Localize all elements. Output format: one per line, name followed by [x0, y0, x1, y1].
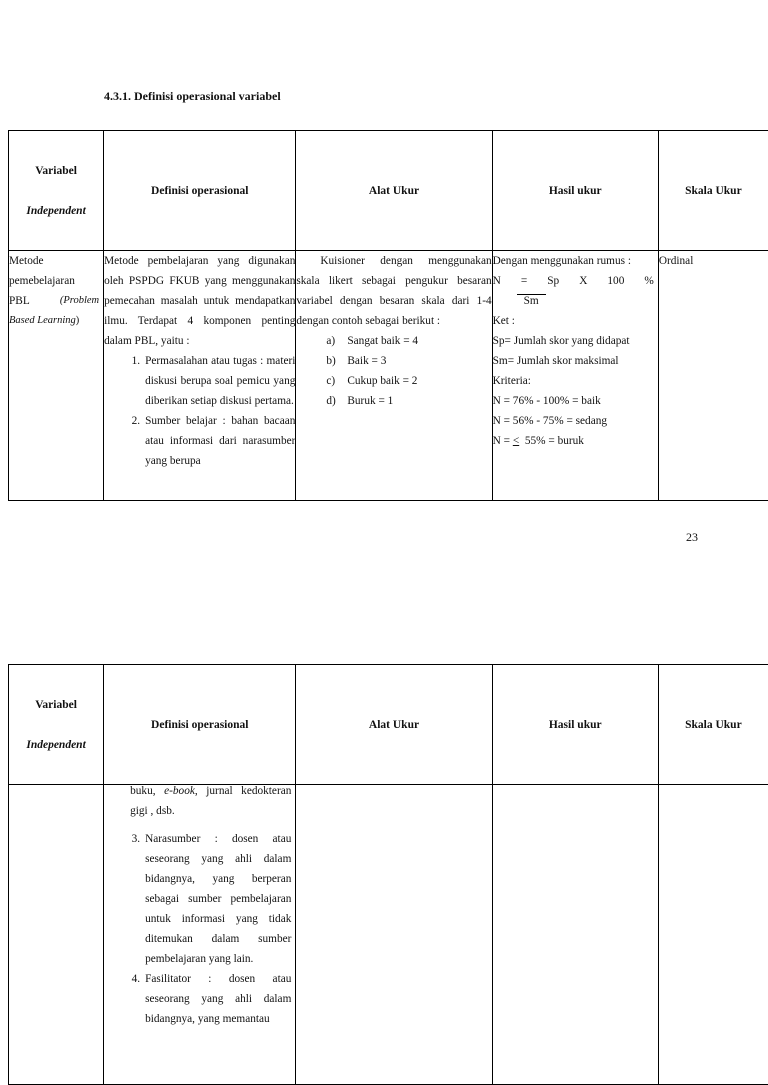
formula-x: X	[579, 271, 587, 291]
hasil-ket: Ket :	[493, 311, 658, 331]
header-variabel	[9, 131, 104, 251]
operational-definition-table	[8, 130, 768, 501]
skala-cell	[658, 785, 768, 1085]
list-item-label: a)	[326, 331, 347, 351]
variabel-cell	[9, 785, 104, 1085]
list-item-text: Permasalahan atau tugas : materi diskusi berupa soal pemicu yang diberikan setiap diskusi pertama.	[145, 351, 295, 411]
list-item	[104, 351, 295, 411]
definisi-continued	[104, 781, 295, 821]
definisi-cell	[104, 251, 296, 501]
formula-eq: =	[521, 271, 527, 291]
list-item-num: 4.	[104, 969, 145, 1029]
list-item-label: d)	[326, 391, 347, 411]
list-item-num: 2.	[104, 411, 145, 471]
variabel-line-3	[9, 291, 99, 311]
list-item-text: Sumber belajar : bahan bacaan atau informasi dari narasumber yang berupa	[145, 411, 295, 471]
header-variabel	[9, 665, 104, 785]
header-alat: Alat Ukur	[296, 131, 492, 251]
formula-100: 100	[607, 271, 624, 291]
hasil-last-symbol: <	[513, 435, 519, 447]
list-item-num: 1.	[104, 351, 145, 411]
list-item-num: 3.	[104, 829, 145, 969]
variabel-paren: (Problem	[60, 291, 99, 311]
formula-sm: Sm	[517, 294, 546, 307]
list-item-text: Narasumber : dosen atau seseorang yang ahli dalam bidangnya, yang berperan sebagai sumber pembelajaran untuk informasi yang tidak ditemukan dalam sumber pembelajaran yang lain.	[145, 829, 291, 969]
hasil-line: N = 76% - 100% = baik	[493, 391, 658, 411]
definisi-intro: Metode pembelajaran yang digunakan oleh PSPDG FKUB yang menggunakan pemecahan masalah untuk mendapatkan ilmu. Terdapat 4 komponen penting dalam PBL, yaitu :	[104, 251, 295, 351]
header-variabel-label: Variabel	[9, 161, 103, 181]
alat-cell	[296, 251, 492, 501]
table-header-row	[9, 665, 768, 785]
hasil-line: Kriteria:	[493, 371, 658, 391]
hasil-line-last	[493, 431, 658, 451]
variabel-line-1: Metode	[9, 251, 99, 271]
table-row	[9, 251, 768, 501]
hasil-intro: Dengan menggunakan rumus :	[493, 251, 658, 271]
hasil-cell	[492, 785, 658, 1085]
alat-list	[296, 331, 491, 411]
list-item-label: c)	[326, 371, 347, 391]
list-item-text: Baik = 3	[347, 351, 386, 371]
cont-post: , jurnal kedokteran gigi , dsb.	[130, 785, 291, 817]
cont-pre: buku,	[130, 785, 164, 797]
hasil-line: Sm= Jumlah skor maksimal	[493, 351, 658, 371]
variabel-line-4: Based Learning)	[9, 311, 99, 331]
variabel-pbl: PBL	[9, 291, 30, 311]
list-item	[326, 391, 491, 411]
list-item-text: Cukup baik = 2	[347, 371, 417, 391]
hasil-line: Sp= Jumlah skor yang didapat	[493, 331, 658, 351]
header-alat: Alat Ukur	[296, 665, 492, 785]
list-item	[326, 371, 491, 391]
header-independent-label: Independent	[9, 201, 103, 221]
header-independent-label: Independent	[9, 735, 103, 755]
list-item	[104, 969, 291, 1029]
alat-cell	[296, 785, 492, 1085]
formula-denominator	[493, 291, 658, 311]
list-item-text: Buruk = 1	[347, 391, 393, 411]
skala-cell	[658, 251, 768, 501]
formula-sp: Sp	[547, 271, 559, 291]
header-definisi: Definisi operasional	[104, 131, 296, 251]
list-item	[104, 829, 291, 969]
definisi-list	[104, 829, 295, 1029]
section-heading: 4.3.1. Definisi operasional variabel	[104, 89, 281, 104]
hasil-last-post: 55% = buruk	[519, 435, 584, 447]
hasil-line: N = 56% - 75% = sedang	[493, 411, 658, 431]
definisi-cell	[104, 785, 296, 1085]
table-row	[9, 785, 768, 1085]
list-item	[104, 411, 295, 471]
list-item	[326, 351, 491, 371]
table-header-row	[9, 131, 768, 251]
header-hasil: Hasil ukur	[492, 665, 658, 785]
hasil-last-pre: N =	[493, 435, 513, 447]
skala-value: Ordinal	[659, 251, 768, 271]
variabel-italic: Based Learning	[9, 315, 76, 326]
list-item-text: Fasilitator : dosen atau seseorang yang ahli dalam bidangnya, yang memantau	[145, 969, 291, 1029]
list-item-text: Sangat baik = 4	[347, 331, 418, 351]
cont-italic: e-book	[164, 785, 195, 797]
operational-definition-table-continued	[8, 664, 768, 1085]
header-variabel-label: Variabel	[9, 695, 103, 715]
header-hasil: Hasil ukur	[492, 131, 658, 251]
page-number: 23	[686, 530, 698, 545]
variabel-line-2: pemebelajaran	[9, 271, 99, 291]
list-item	[326, 331, 491, 351]
formula-n: N	[493, 271, 501, 291]
hasil-cell	[492, 251, 658, 501]
variabel-cell	[9, 251, 104, 501]
formula-percent: %	[644, 271, 653, 291]
alat-intro: Kuisioner dengan menggunakan skala likert sebagai pengukur besaran variabel dengan besaran skala dari 1-4 dengan contoh sebagai berikut :	[296, 251, 491, 331]
list-item-label: b)	[326, 351, 347, 371]
header-definisi: Definisi operasional	[104, 665, 296, 785]
definisi-list	[104, 351, 295, 471]
hasil-formula	[493, 271, 658, 291]
header-skala: Skala Ukur	[658, 131, 768, 251]
header-skala: Skala Ukur	[658, 665, 768, 785]
